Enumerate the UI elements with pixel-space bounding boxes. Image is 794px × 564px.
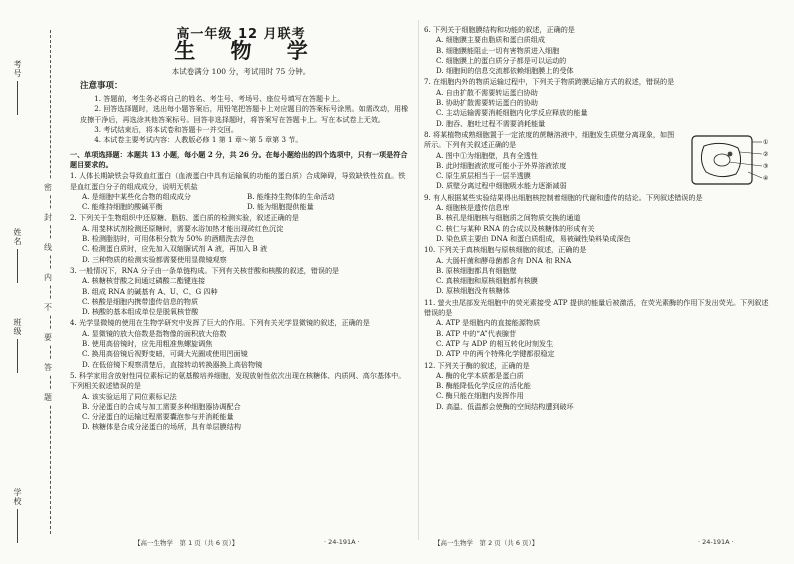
seal-char: 不 <box>44 300 52 315</box>
figure-label: ④ <box>763 174 769 182</box>
question-options <box>424 35 774 76</box>
question-option: B. 分泌蛋白的合成与加工需要多种细胞器协调配合 <box>82 401 241 411</box>
question-option: B. 组成 RNA 的碱基有 A、U、C、G 四种 <box>82 286 218 296</box>
question-item <box>424 193 774 244</box>
question-stem: 3. 一般情况下，RNA 分子由一条单链构成。下列有关核苷酸和核酸的叙述，错误的是 <box>70 265 340 275</box>
question-options <box>70 192 412 213</box>
question-options <box>424 318 774 359</box>
question-option: A. 自由扩散不需要转运蛋白协助 <box>436 87 538 97</box>
binding-field-school: 学校 <box>12 488 23 543</box>
figure-label: ① <box>763 138 769 146</box>
question-option: C. 能维持细胞的酸碱平衡 <box>82 202 163 212</box>
question-item <box>70 171 412 212</box>
seal-char: 答 <box>44 360 52 375</box>
question-options <box>424 88 774 129</box>
question-option: C. 核酸是细胞内携带遗传信息的物质 <box>82 296 199 306</box>
binding-field-exam-number: 考号 <box>12 60 23 115</box>
section-heading: 一、单项选择题：本题共 13 小题，每小题 2 分，共 26 分。在每小题给出的四个选项中，只有一项是符合题目要求的。 <box>70 149 408 169</box>
question-options <box>70 276 412 317</box>
figure-label: ② <box>763 150 769 158</box>
question-option: A. 酶的化学本质都是蛋白质 <box>436 370 524 380</box>
subject-title: 生 物 学 <box>174 39 322 64</box>
question-option: A. 细胞核是遗传信息库 <box>436 203 510 213</box>
left-column <box>70 24 412 433</box>
question-option: B. ATP 中的“A”代表腺苷 <box>436 328 517 338</box>
vacuole-shape <box>714 154 730 166</box>
binding-field-name: 姓名 <box>12 228 23 283</box>
binding-field-class: 班级 <box>12 318 23 373</box>
footer-page-label: 【高一生物学 第 1 页（共 6 页）】 <box>134 539 239 547</box>
question-stem: 12. 下列关于酶的叙述，正确的是 <box>424 360 530 370</box>
question-stem: 7. 在细胞内外的物质运输过程中，下列关于物质跨膜运输方式的叙述，错误的是 <box>424 77 675 87</box>
question-stem: 10. 下列关于真核细胞与原核细胞的叙述，正确的是 <box>424 245 587 255</box>
note-item: 2. 回答选择题时，选出每小题答案后，用铅笔把答题卡上对应题目的答案标号涂黑。如需改动，用橡皮擦干净后，再选涂其他答案标号。回答非选择题时，将答案写在答题卡上。写在本试卷上无效。 <box>80 104 409 124</box>
question-item <box>424 25 774 76</box>
notes-title: 注意事项： <box>80 80 123 91</box>
question-option: A. 用斐林试剂检测还原糖时，需要水浴加热才能出现砖红色沉淀 <box>82 223 284 233</box>
seal-char: 内 <box>44 270 52 285</box>
question-stem: 8. 将某植物成熟细胞置于一定浓度的蔗糖溶液中，细胞发生质壁分离现象，如图所示。下列有关叙述正确的是 <box>424 129 675 150</box>
question-option: B. 使用高倍镜时，应先用粗准焦螺旋调焦 <box>82 339 213 349</box>
question-option: C. 酶只能在细胞内发挥作用 <box>436 391 524 401</box>
question-option: C. 真核细胞和原核细胞都有核膜 <box>436 276 538 286</box>
question-option: C. 换用高倍镜后视野变暗，可调大光圈或使用凹面镜 <box>82 349 248 359</box>
question-options <box>70 224 412 265</box>
question-item <box>424 361 774 412</box>
question-item <box>70 318 412 369</box>
question-option: B. 原核细胞都具有细胞壁 <box>436 265 517 275</box>
question-option: B. 此时细胞液浓度可能小于外界溶液浓度 <box>436 160 567 170</box>
question-option: D. 胞吞、胞吐过程不需要消耗能量 <box>436 118 546 128</box>
question-item <box>70 213 412 264</box>
question-option: B. 酶能降低化学反应的活化能 <box>436 381 531 391</box>
question-option: A. 显微镜的放大倍数是指物像的面积放大倍数 <box>82 328 227 338</box>
question-option: D. 原核细胞没有核糖体 <box>436 286 510 296</box>
seal-char: 线 <box>44 240 52 255</box>
question-stem: 1. 人体长期缺铁会导致血红蛋白（血液蛋白中具有运输氧的功能的蛋白质）合成障碍，导致缺铁性贫血。铁是血红蛋白分子的组成成分，说明无机盐 <box>70 171 406 191</box>
exam-title: 高一年级 12 月联考 <box>176 27 306 42</box>
note-item: 4. 本试卷主要考试内容：人教版必修 1 第 1 章～第 5 章第 3 节。 <box>94 135 303 145</box>
question-item <box>70 371 412 433</box>
question-options <box>70 329 412 370</box>
question-stem: 4. 光学显微镜的使用在生物学研究中发挥了巨大的作用。下列有关光学显微镜的叙述，正确的是 <box>70 318 370 328</box>
question-option: A. 细胞膜主要由脂质和蛋白质组成 <box>436 35 545 45</box>
left-question-list <box>70 171 412 432</box>
question-option: C. 细胞膜上的蛋白质分子都是可以运动的 <box>436 55 567 65</box>
question-option: D. 质壁分离过程中细胞吸水能力逐渐减弱 <box>436 181 567 191</box>
question-option: C. 核仁与某种 RNA 的合成以及核糖体的形成有关 <box>436 223 595 233</box>
question-option: D. 细胞间的信息交流都依赖细胞膜上的受体 <box>436 66 574 76</box>
question-options <box>424 256 774 297</box>
question-option: D. 核酸的基本组成单位是脱氧核苷酸 <box>82 307 199 317</box>
seal-char: 要 <box>44 330 52 345</box>
plasmolysis-cell-figure <box>682 132 774 188</box>
question-option: D. 三种物质的检测实验都需要使用显微镜观察 <box>82 254 227 264</box>
question-8 <box>424 130 774 192</box>
seal-char: 题 <box>44 390 52 405</box>
question-option: C. 主动运输需要消耗细胞内化学反应释放的能量 <box>436 108 588 118</box>
question-option: A. 核糖核苷酸之间通过磷酸二酯键连接 <box>82 276 206 286</box>
question-option: D. 高温、低温都会使酶的空间结构遭到破坏 <box>436 401 574 411</box>
note-item: 3. 考试结束后，将本试卷和答题卡一并交回。 <box>94 125 238 135</box>
question-option: D. 染色质主要由 DNA 和蛋白质组成，易被碱性染料染成深色 <box>436 233 631 243</box>
question-option: A. 该实验运用了同位素标记法 <box>82 391 177 401</box>
question-option: A. 图中①为细胞壁，具有全透性 <box>436 150 538 160</box>
question-option: A. ATP 是细胞内的直接能源物质 <box>436 318 541 328</box>
question-option: C. 检测蛋白质时，应先加入双缩脲试剂 A 液，再加入 B 液 <box>82 244 268 254</box>
question-option: D. 能为细胞提供能量 <box>247 202 314 212</box>
seal-char: 密 <box>44 180 52 195</box>
question-item <box>424 298 774 360</box>
question-item <box>424 77 774 128</box>
question-option: B. 核孔是细胞核与细胞质之间物质交换的通道 <box>436 213 581 223</box>
question-item <box>424 245 774 296</box>
footer-code: · 24-191A · <box>324 538 360 546</box>
right-question-list-2 <box>424 193 774 412</box>
question-stem: 9. 有人根据某些实验结果得出细胞核控制着细胞的代谢和遗传的结论。下列叙述错误的是 <box>424 192 703 202</box>
question-stem: 6. 下列关于细胞膜结构和功能的叙述，正确的是 <box>424 25 575 34</box>
question-options <box>424 371 774 412</box>
question-option: C. ATP 与 ADP 的相互转化时刻发生 <box>436 338 554 348</box>
question-option: A. 是细胞中某些化合物的组成成分 <box>82 191 191 201</box>
question-option: D. ATP 中的两个特殊化学键都很稳定 <box>436 349 555 359</box>
question-options <box>424 203 774 244</box>
question-option: D. 在低倍镜下观察清楚后，直接转动转换器换上高倍物镜 <box>82 359 263 369</box>
question-options <box>70 392 412 433</box>
question-option: C. 原生质层相当于一层半透膜 <box>436 171 531 181</box>
column-divider <box>418 20 419 540</box>
note-item: 1. 答题前，考生务必将自己的姓名、考生号、考场号、座位号填写在答题卡上。 <box>94 94 345 104</box>
question-option: D. 核糖体是合成分泌蛋白的场所，具有单层膜结构 <box>82 422 241 432</box>
right-column <box>424 24 774 412</box>
question-option: A. 大肠杆菌和酵母菌都含有 DNA 和 RNA <box>436 255 572 265</box>
figure-label: ③ <box>763 162 769 170</box>
question-option: B. 能维持生物体的生命活动 <box>247 191 335 201</box>
nucleus-shape <box>728 152 733 157</box>
question-option: B. 协助扩散需要转运蛋白的协助 <box>436 98 538 108</box>
question-option: B. 细胞膜能阻止一切有害物质进入细胞 <box>436 45 560 55</box>
question-option: C. 分泌蛋白的运输过程需要囊泡参与并消耗能量 <box>82 412 234 422</box>
footer-page-label: 【高一生物学 第 2 页（共 6 页）】 <box>434 539 539 547</box>
footer-code: · 24-191A · <box>698 538 734 546</box>
question-stem: 11. 萤火虫尾部发光细胞中的荧光素接受 ATP 提供的能量后被激活，在荧光素酶的作用下发出荧光。下列叙述错误的是 <box>424 297 769 318</box>
question-option: B. 检测脂肪时，可用体积分数为 50% 的酒精洗去浮色 <box>82 234 254 244</box>
question-stem: 5. 科学家用含放射性同位素标记的氨基酸培养细胞，发现放射性依次出现在核糖体、内质网、高尔基体中。下列相关叙述错误的是 <box>70 370 406 391</box>
seal-char: 封 <box>44 210 52 225</box>
right-question-list-1 <box>424 25 774 129</box>
question-item <box>70 266 412 317</box>
exam-info: 本试卷满分 100 分，考试用时 75 分钟。 <box>171 66 311 76</box>
protoplast-shape <box>701 143 740 176</box>
binding-margin <box>0 0 64 564</box>
question-stem: 2. 下列关于生物组织中还原糖、脂肪、蛋白质的检测实验，叙述正确的是 <box>70 213 299 223</box>
